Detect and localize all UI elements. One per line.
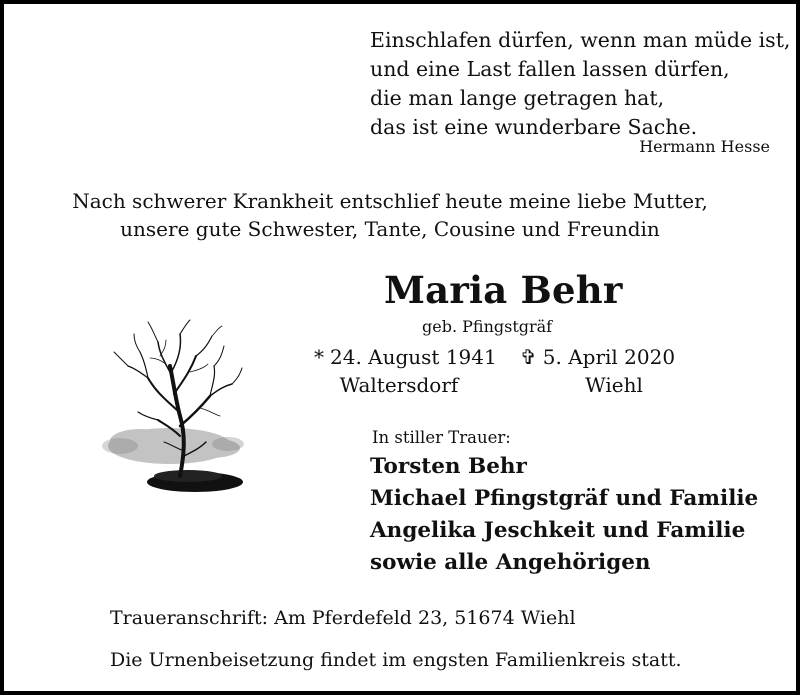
mourners-list	[370, 451, 758, 579]
death-date: 5. April 2020	[542, 345, 676, 369]
mourner-name: sowie alle Angehörigen	[370, 550, 651, 575]
poem-line: das ist eine wunderbare Sache.	[370, 115, 698, 139]
cross-icon: ✞	[520, 345, 537, 369]
mourning-label: In stiller Trauer:	[372, 428, 511, 447]
birth-date: 24. August 1941	[330, 345, 497, 369]
death-date-line	[520, 345, 675, 369]
poem-quote	[370, 26, 790, 142]
death-place: Wiehl	[585, 373, 643, 397]
mourner-name: Angelika Jeschkeit und Familie	[370, 518, 746, 543]
poem-line: die man lange getragen hat,	[370, 86, 665, 110]
birth-star-icon: *	[314, 345, 324, 369]
birth-date-line	[314, 345, 497, 369]
tree-icon	[100, 316, 250, 501]
maiden-name: geb. Pfingstgräf	[422, 317, 553, 336]
intro-line: Nach schwerer Krankheit entschlief heute meine liebe Mutter,	[72, 189, 708, 213]
deceased-name: Maria Behr	[384, 268, 623, 312]
intro-line: unsere gute Schwester, Tante, Cousine und Freundin	[120, 217, 660, 241]
mourning-address: Traueranschrift: Am Pferdefeld 23, 51674 Wiehl	[110, 607, 576, 629]
tree-illustration	[100, 316, 250, 501]
birth-place: Waltersdorf	[339, 373, 459, 397]
intro-text	[4, 187, 776, 243]
poem-author: Hermann Hesse	[639, 137, 770, 156]
poem-line: und eine Last fallen lassen dürfen,	[370, 57, 730, 81]
poem-line: Einschlafen dürfen, wenn man müde ist,	[370, 28, 791, 52]
mourner-name: Torsten Behr	[370, 454, 527, 479]
mourner-name: Michael Pfingstgräf und Familie	[370, 486, 759, 511]
funeral-note: Die Urnenbeisetzung findet im engsten Familienkreis statt.	[110, 649, 682, 671]
